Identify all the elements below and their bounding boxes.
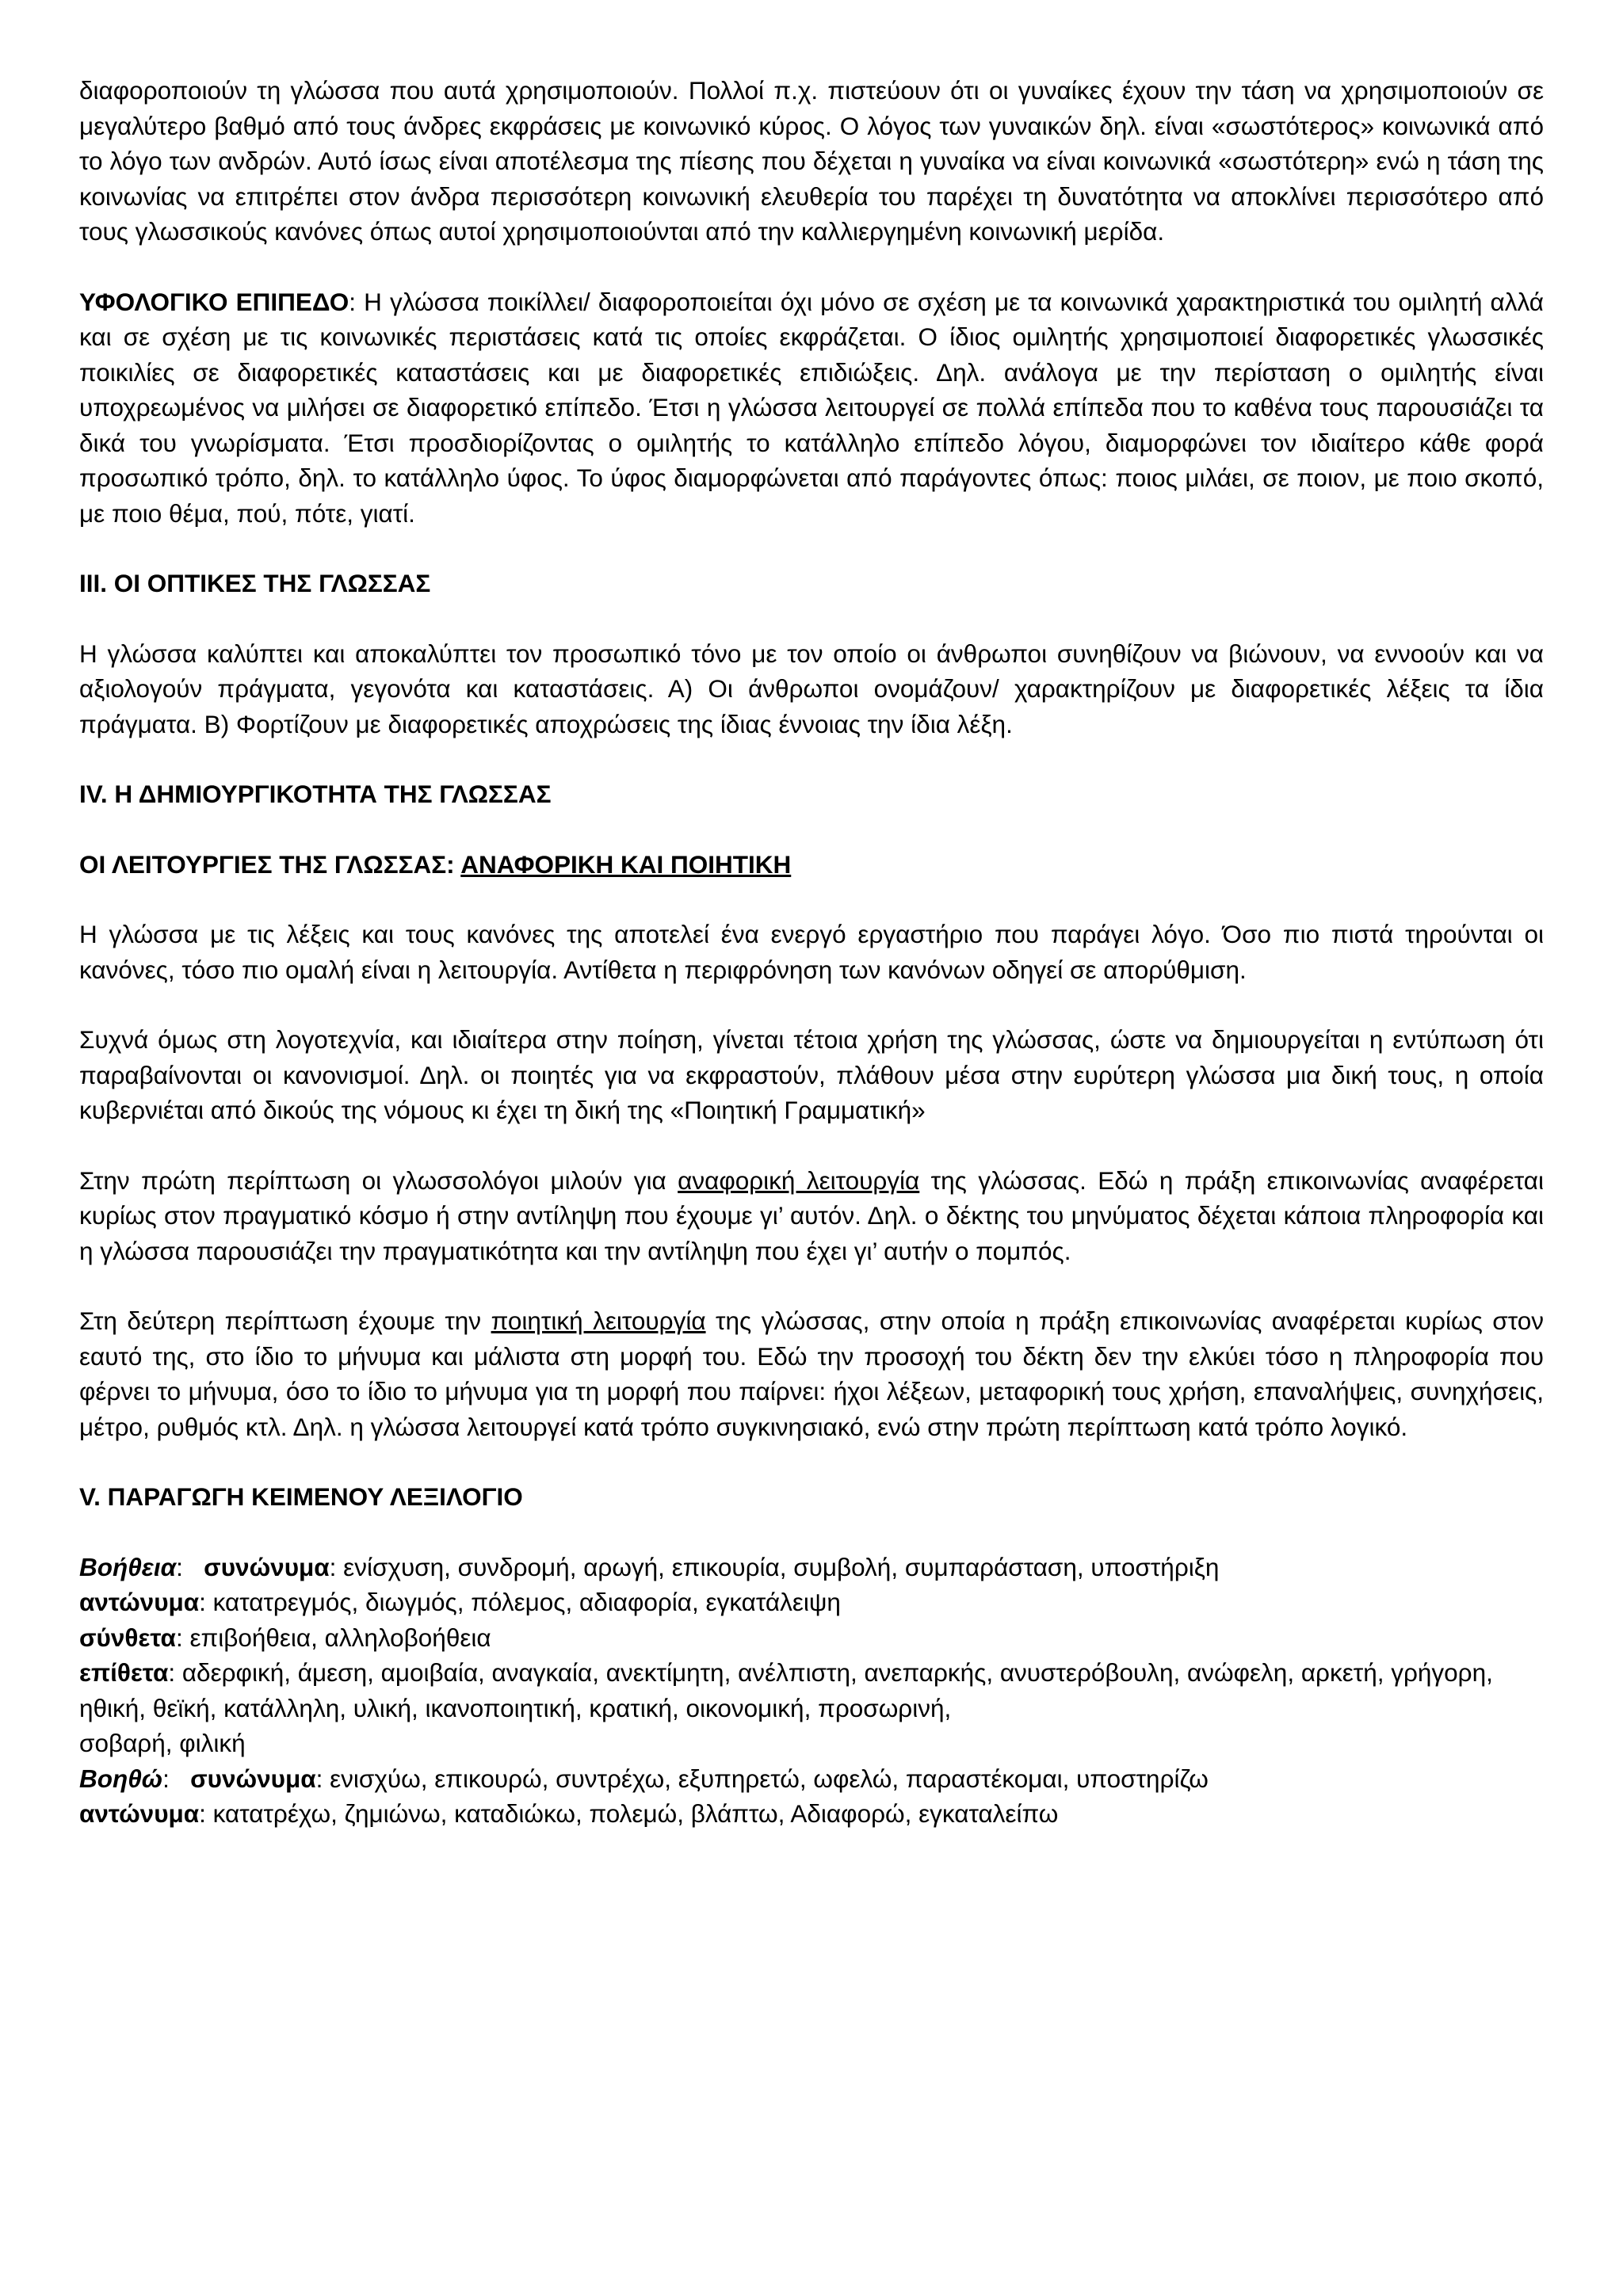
section-4-paragraph-4 (79, 1303, 1544, 1444)
boitho-synonyms-text: : ενισχύω, επικουρώ, συντρέχω, εξυπηρετώ, ωφελώ, παραστέκομαι, υποστηρίζω (315, 1764, 1209, 1793)
vocab-boitheia-compounds (79, 1620, 1544, 1656)
vocab-boitho-synonyms (79, 1761, 1544, 1797)
vocab-boitho-antonyms (79, 1796, 1544, 1832)
vocab-boitheia-adjectives (79, 1655, 1544, 1726)
label-synonyms: συνώνυμα (204, 1552, 330, 1581)
spacer (79, 742, 1544, 776)
boitheia-antonyms-text: : κατατρεγμός, διωγμός, πόλεμος, αδιαφορία, εγκατάλειψη (199, 1588, 841, 1616)
p4-start: Στη δεύτερη περίπτωση έχουμε την (79, 1306, 491, 1335)
style-level-paragraph (79, 284, 1544, 532)
spacer (79, 1444, 1544, 1479)
spacer (79, 987, 1544, 1022)
section-3-heading: III. ΟΙ ΟΠΤΙΚΕΣ ΤΗΣ ΓΛΩΣΣΑΣ (79, 569, 431, 597)
document-page (79, 73, 1544, 1832)
term-boitho: Βοηθώ (79, 1764, 163, 1793)
vocabulary-list (79, 1550, 1544, 1832)
section-4-subheading (79, 847, 1544, 883)
vocab-boitheia-antonyms (79, 1585, 1544, 1620)
spacer (79, 250, 1544, 284)
section-4-paragraph-1: Η γλώσσα με τις λέξεις και τους κανόνες της αποτελεί ένα ενεργό εργαστήριο που παράγει λόγο. Όσο πιο πιστά τηρούνται οι κανόνες, τόσο πιο ομαλή είναι η λειτουργία. Αντίθετα η περιφρόνηση των κανόνων οδηγεί σε απορύθμιση. (79, 920, 1544, 984)
intro-paragraph: διαφοροποιούν τη γλώσσα που αυτά χρησιμοποιούν. Πολλοί π.χ. πιστεύουν ότι οι γυναίκες έχουν την τάση να χρησιμοποιούν σε μεγαλύτερο βαθμό από τους άνδρες εκφράσεις με κοινωνικό κύρος. Ο λόγος των γυναικών δηλ. είναι «σωστότερος» κοινωνικά από το λόγο των ανδρών. Αυτό ίσως είναι αποτέλεσμα της πίεσης που δέχεται η γυναίκα να είναι κοινωνικά «σωστότερη» ενώ η τάση της κοινωνίας να επιτρέπει στον άνδρα περισσότερη κοινωνική ελευθερία του παρέχει τη δυνατότητα να αποκλίνει περισσότερο από τους γλωσσικούς κανόνες όπως αυτοί χρησιμοποιούνται από την καλλιεργημένη κοινωνική μερίδα. (79, 76, 1544, 246)
subheading-underlined: ΑΝΑΦΟΡΙΚΗ ΚΑΙ ΠΟΙΗΤΙΚΗ (460, 849, 792, 879)
boitheia-synonyms-text: : ενίσχυση, συνδρομή, αρωγή, επικουρία, συμβολή, συμπαράσταση, υποστήριξη (329, 1552, 1220, 1581)
section-4-heading: IV. Η ΔΗΜΙΟΥΡΓΙΚΟΤΗΤΑ ΤΗΣ ΓΛΩΣΣΑΣ (79, 780, 552, 808)
vocab-boitheia-synonyms (79, 1550, 1544, 1585)
spacer (79, 1268, 1544, 1303)
spacer (79, 601, 1544, 636)
label-synonyms: συνώνυμα (190, 1764, 316, 1793)
p3-end: της γλώσσας. Εδώ η πράξη επικοινωνίας αναφέρεται κυρίως στον πραγματικό κόσμο ή στην αντίληψη που έχουμε γι’ αυτόν. Δηλ. ο δέκτης του μηνύματος δέχεται κάποια πληροφορία και η γλώσσα παρουσιάζει την πραγματικότητα και την αντίληψη που έχει γι’ αυτήν ο πομπός. (79, 1165, 1544, 1265)
p4-end: της γλώσσας, στην οποία η πράξη επικοινωνίας αναφέρεται κυρίως στον εαυτό της, στο ίδιο το μήνυμα και μάλιστα στη μορφή του. Εδώ την προσοχή του δέκτη δεν την ελκύει τόσο η πληροφορία που φέρνει το μήνυμα, όσο το ίδιο το μήνυμα για τη μορφή που παίρνει: ήχοι λέξεων, μεταφορική τους χρήση, επαναλήψεις, συνηχήσεις, μέτρο, ρυθμός κτλ. Δηλ. η γλώσσα λειτουργεί κατά τρόπο συγκινησιακό, ενώ στην πρώτη περίπτωση κατά τρόπο λογικό. (79, 1306, 1545, 1441)
section-3-paragraph: Η γλώσσα καλύπτει και αποκαλύπτει τον προσωπικό τόνο με τον οποίο οι άνθρωποι συνηθίζουν να βιώνουν, να εννοούν και να αξιολογούν πράγματα, γεγονότα και καταστάσεις. Α) Οι άνθρωποι ονομάζουν/ χαρακτηρίζουν με διαφορετικές λέξεις τα ίδια πράγματα. Β) Φορτίζουν με διαφορετικές αποχρώσεις της ίδιας έννοιας την ίδια λέξη. (79, 639, 1544, 738)
section-4-paragraph-3 (79, 1163, 1544, 1269)
boitheia-adjectives-text: : αδερφική, άμεση, αμοιβαία, αναγκαία, ανεκτίμητη, ανέλπιστη, ανεπαρκής, ανυστερόβουλη, ανώφελη, αρκετή, γρήγορη, ηθική, θεϊκή, κατάλληλη, υλική, ικανοποιητική, κρατική, οικονομική, προσωρινή, (79, 1658, 1493, 1722)
style-level-text: : Η γλώσσα ποικίλλει/ διαφοροποιείται όχι μόνο σε σχέση με τα κοινωνικά χαρακτηριστικά του ομιλητή αλλά και σε σχέση με τις κοινωνικές περιστάσεις κατά τις οποίες εκφράζεται. Ο ίδιος ομιλητής χρησιμοποιεί διαφορετικές γλωσσικές ποικιλίες σε διαφορετικές καταστάσεις και με διαφορετικές επιδιώξεις. Δηλ. ανάλογα με την περίσταση ο ομιλητής είναι υποχρεωμένος να μιλήσει σε διαφορετικό επίπεδο. Έτσι η γλώσσα λειτουργεί σε πολλά επίπεδα που το καθένα τους παρουσιάζει τα δικά του γνωρίσματα. Έτσι προσδιορίζοντας ο ομιλητής το κατάλληλο επίπεδο λόγου, διαμορφώνει τον ιδιαίτερο κάθε φορά προσωπικό τρόπο, δηλ. το κατάλληλο ύφος. Το ύφος διαμορφώνεται από παράγοντες όπως: ποιος μιλάει, σε ποιον, με ποιο σκοπό, με ποιο θέμα, πού, πότε, γιατί. (79, 287, 1545, 528)
p3-start: Στην πρώτη περίπτωση οι γλωσσολόγοι μιλούν για (79, 1165, 678, 1195)
label-antonyms: αντώνυμα (79, 1588, 200, 1616)
subheading-prefix: ΟΙ ΛΕΙΤΟΥΡΓΙΕΣ ΤΗΣ ΓΛΩΣΣΑΣ: (79, 849, 461, 879)
section-4-paragraph-2: Συχνά όμως στη λογοτεχνία, και ιδιαίτερα στην ποίηση, γίνεται τέτοια χρήση της γλώσσας, ώστε να δημιουργείται η εντύπωση ότι παραβαίνονται οι κανονισμοί. Δηλ. οι ποιητές για να εκφραστούν, πλάθουν μέσα στην ευρύτερη γλώσσα μια δική τους, η οποία κυβερνιέται από δικούς της νόμους κι έχει τη δική της «Ποιητική Γραμματική» (79, 1025, 1544, 1124)
section-5-heading: V. ΠΑΡΑΓΩΓΗ ΚΕΙΜΕΝΟΥ ΛΕΞΙΛΟΓΙΟ (79, 1482, 523, 1511)
spacer (79, 1128, 1544, 1163)
label-antonyms: αντώνυμα (79, 1799, 200, 1828)
style-level-label: ΥΦΟΛΟΓΙΚΟ ΕΠΙΠΕΔΟ (79, 287, 349, 316)
separator: : (162, 1764, 191, 1793)
boitho-antonyms-text: : κατατρέχω, ζημιώνω, καταδιώκω, πολεμώ, βλάπτω, Αδιαφορώ, εγκαταλείπω (199, 1799, 1059, 1828)
vocab-boitheia-adjectives-cont: σοβαρή, φιλική (79, 1729, 246, 1757)
label-compounds: σύνθετα (79, 1623, 176, 1652)
referential-function-term: αναφορική λειτουργία (678, 1165, 920, 1195)
spacer (79, 1515, 1544, 1550)
separator: : (176, 1552, 204, 1581)
spacer (79, 812, 1544, 847)
spacer (79, 882, 1544, 917)
label-adjectives: επίθετα (79, 1658, 169, 1687)
spacer (79, 531, 1544, 566)
term-boitheia: Βοήθεια (79, 1552, 177, 1581)
boitheia-compounds-text: : επιβοήθεια, αλληλοβοήθεια (175, 1623, 491, 1652)
poetic-function-term: ποιητική λειτουργία (491, 1306, 706, 1335)
